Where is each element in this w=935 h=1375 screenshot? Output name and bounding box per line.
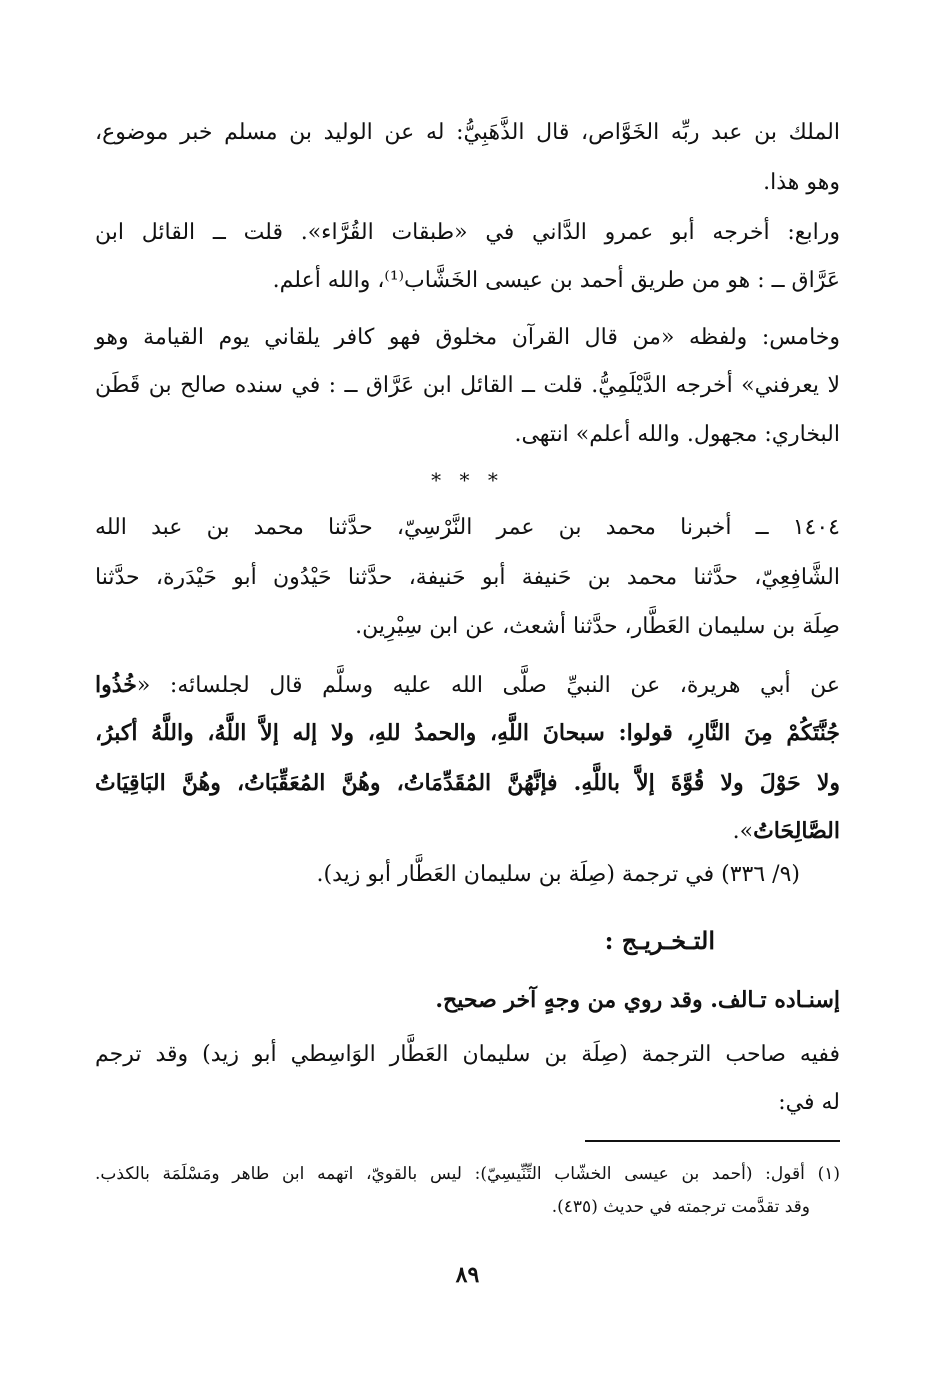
hadith-isnad-line-2: الشَّافِعِيّ، حدَّثنا محمد بن حَنيفة أبو حَنيفة، حدَّثنا حَيْدُون أبو حَيْدَرة، حدَّثنا <box>95 565 840 590</box>
takhrij-text-line-1: ففيه صاحب الترجمة (صِلَة بن سليمان العَطَّار الوَاسِطي أبو زيد) وقد ترجم <box>95 1042 840 1067</box>
hadith-matn-intro: عن أبي هريرة، عن النبيِّ صلَّى الله عليه وسلَّم قال لجلسائه: « <box>136 673 840 698</box>
hadith-matn-line-4 <box>733 816 840 847</box>
source-reference: (٩/ ٣٣٦) في ترجمة (صِلَة بن سليمان العَطَّار أبو زيد). <box>316 862 800 887</box>
hadith-matn-line-1 <box>95 670 840 701</box>
takhrij-heading: التـخـريـج : <box>604 926 715 955</box>
hadith-matn-line-3: ولا حَوْلَ ولا قُوَّةَ إلاَّ باللَّهِ. فإنَّهُنَّ المُقَدِّمَاتُ، وهُنَّ المُعَقِّبَاتُ، وهُنَّ البَاقِيَاتُ <box>95 770 840 796</box>
hadith-isnad-line-1: ١٤٠٤ ــ أخبرنا محمد بن عمر النَّرْسِيّ، حدَّثنا محمد بن عبد الله <box>95 515 840 540</box>
footnote-line-2: وقد تقدَّمت ترجمته في حديث (٤٣٥). <box>551 1197 810 1217</box>
paragraph-2-line-1: ورابع: أخرجه أبو عمرو الدَّاني في «طبقات القُرَّاء». قلت ــ القائل ابن <box>95 220 840 245</box>
section-separator: * * * <box>431 468 504 492</box>
paragraph-1-line-2: وهو هذا. <box>763 170 840 195</box>
paragraph-3-line-2: لا يعرفني» أخرجه الدَّيْلَمِيُّ. قلت ــ القائل ابن عَرَّاق ــ : في سنده صالح بن قَطَن <box>95 373 840 398</box>
page-number: ٨٩ <box>455 1262 480 1288</box>
footnote-rule <box>585 1140 840 1142</box>
hadith-isnad-line-3: صِلَة بن سليمان العَطَّار، حدَّثنا أشعث، عن ابن سِيْرِين. <box>355 614 840 639</box>
paragraph-2-line-2: عَرَّاق ــ : هو من طريق أحمد بن عيسى الخَشَّاب⁽¹⁾، والله أعلم. <box>272 268 840 293</box>
paragraph-3-line-3: البخاري: مجهول. والله أعلم» انتهى. <box>514 422 840 447</box>
takhrij-text-line-2: له في: <box>778 1090 840 1115</box>
footnote-line-1: (١) أقول: (أحمد بن عيسى الخشّاب التِّنِّيسِيّ): ليس بالقويّ، اتهمه ابن طاهر ومَسْلَمَة بالكذب. <box>95 1164 840 1184</box>
hadith-matn-close: ». <box>732 819 754 844</box>
hadith-matn-line-2: جُنَّتَكُمْ مِنَ النَّارِ، قولوا: سبحانَ اللَّهِ، والحمدُ للهِ، ولا إله إلاَّ اللَّهُ، واللَّهُ أكبرُ، <box>95 720 840 746</box>
takhrij-verdict: إسنـاده تـالف. وقد روي من وجهٍ آخر صحيح. <box>435 987 840 1013</box>
paragraph-3-line-1: وخامس: ولفظه «من قال القرآن مخلوق فهو كافر يلقاني يوم القيامة وهو <box>95 325 840 350</box>
hadith-matn-text: خُذُوا <box>95 672 137 698</box>
hadith-matn-text: الصَّالِحَاتُ <box>753 818 840 844</box>
paragraph-1-line-1: الملك بن عبد ربِّه الخَوَّاص، قال الذَّهَبِيُّ: له عن الوليد بن مسلم خبر موضوع، <box>95 120 840 145</box>
